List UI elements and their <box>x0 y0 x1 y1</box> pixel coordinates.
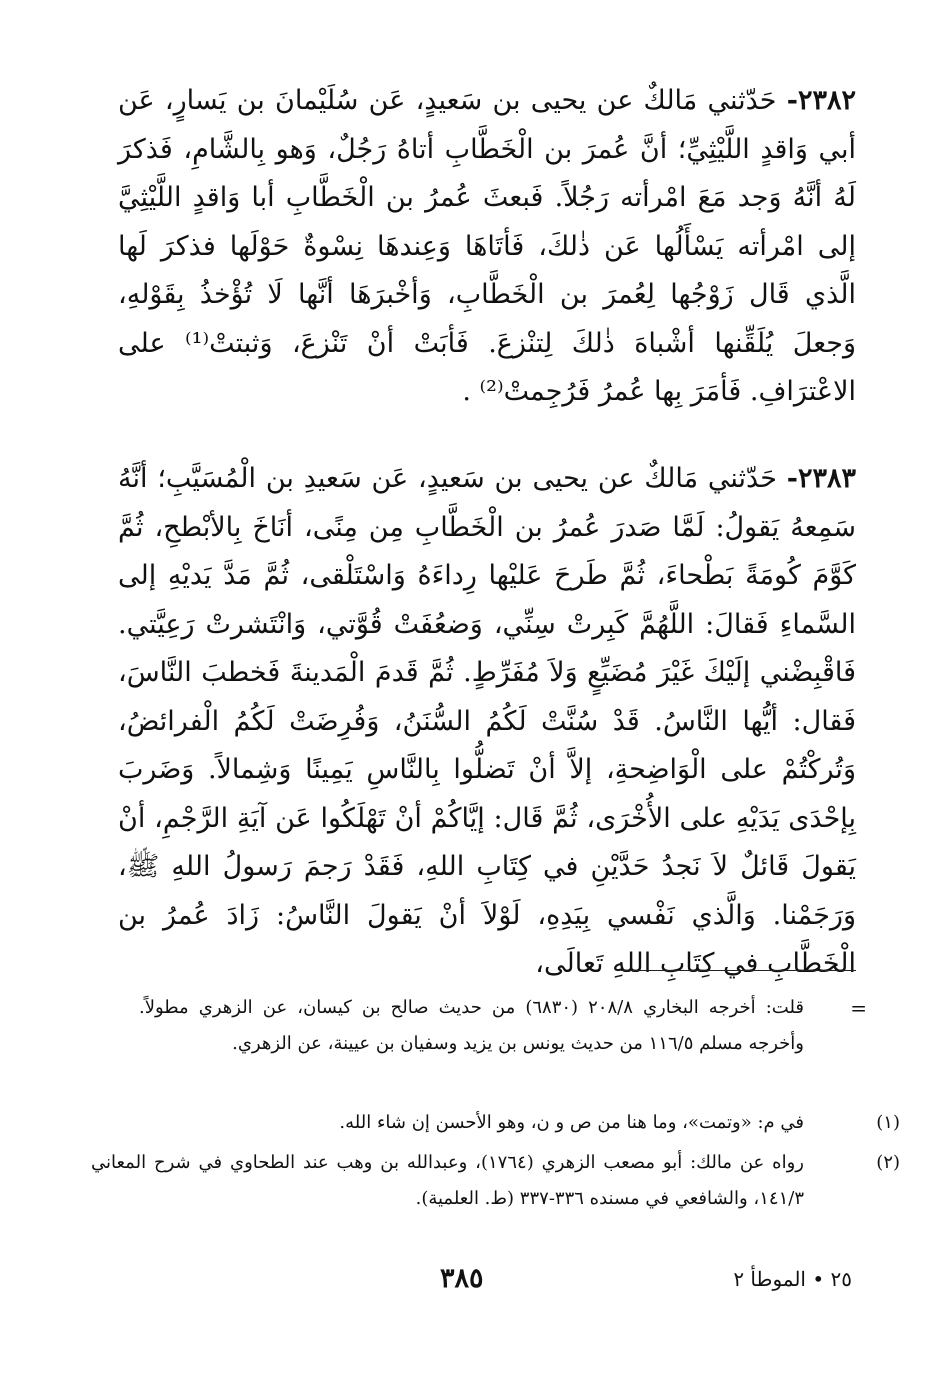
footnote-text: في م: «وتمت»، وما هنا من ص و ن، وهو الأحسن إن شاء الله. <box>339 1112 804 1133</box>
footnote-1 <box>91 1105 900 1141</box>
hadith-text: حَدّثني مَالكٌ عن يحيى بن سَعيدٍ، عَن سَعيدِ بن الْمُسَيَّبِ؛ أنَّهُ سَمِعهُ يَقولُ: لَمَّا صَدرَ عُمرُ بن الْخَطَّابِ مِن مِنًى، أنَاخَ بِالأبْطحِ، ثُمَّ كَوَّمَ كُومَةً بَطْحاءَ، ثُمَّ طَرحَ عَليْها رِداءَهُ وَاسْتَلْقى، ثُمَّ مَدَّ يَديْهِ إلى السَّماءِ فَقالَ: اللَّهُمَّ كَبِرتْ سِنِّي، وَضعُفَتْ قُوَّتي، وَانْتَشرتْ رَعِيَّتي. فَاقْبِضْني إلَيْكَ غَيْرَ مُضَيِّعٍ وَلاَ مُفَرِّطٍ. ثُمَّ قَدمَ الْمَدينةَ فَخطبَ النَّاسَ، فَقال: أيُّها النَّاسُ. قَدْ سُنَّتْ لَكُمُ السُّنَنُ، وَفُرِضَتْ لَكُمُ الْفرائضُ، وَتُركْتُمْ على الْوَاضِحةِ، إلاَّ أنْ تَضلُّوا بِالنَّاسِ يَمِينًا وَشِمالاً. وَضَربَ بِإحْدَى يَدَيْهِ على الأُخْرَى، ثُمَّ قَال: إيَّاكُمْ أنْ تَهْلَكُوا عَن آيَةِ الرَّجْمِ، أنْ يَقولَ قَائلٌ لاَ نَجدُ حَدَّيْنِ في كِتَابِ اللهِ، فَقَدْ رَجمَ رَسولُ اللهِ ﷺ، وَرَجَمْنا. وَالَّذي نَفْسي بِيَدِهِ، لَوْلاَ أنْ يَقولَ النَّاسُ: زَادَ عُمرُ بن الْخَطَّابِ في كِتَابِ اللهِ تَعالَى، <box>118 463 856 979</box>
hadith-number: ٢٣٨٢- <box>786 85 856 116</box>
footnote-marker: (٢) <box>876 1152 901 1173</box>
hadith-text: حَدّثني مَالكٌ عن يحيى بن سَعيدٍ، عَن سُلَيْمانَ بن يَسارٍ، عَن أبي وَاقدٍ اللَّيْثِيِّ؛ أنَّ عُمرَ بن الْخَطَّابِ أتاهُ رَجُلٌ، وَهو بِالشَّامِ، فَذكرَ لَهُ أنَّهُ وَجد مَعَ امْرأته رَجُلاً. فَبعثَ عُمرُ بن الْخَطَّابِ أبا وَاقدٍ اللَّيْثِيَّ إلى امْرأته يَسْأَلُها عَن ذٰلكَ، فَأتَاهَا وَعِندهَا نِسْوةٌ حَوْلَها فذكرَ لَها الَّذي قَال زَوْجُها لِعُمرَ بن الْخَطَّابِ، وَأخْبرَهَا أنَّها لَا تُؤْخذُ بِقَوْلهِ، وَجعلَ يُلَقِّنها أشْباهَ ذٰلكَ لِتنْزعَ. فَأبَتْ أنْ تَنْزعَ، وَثبتتْ⁽¹⁾ على الاعْترَافِ. فَأمَرَ بِها عُمرُ فَرُجِمتْ⁽²⁾ . <box>118 85 856 407</box>
footnote-2 <box>91 1145 901 1217</box>
footnote-divider <box>621 970 856 971</box>
footnote-marker: (١) <box>876 1112 900 1133</box>
running-title: ٢٥ • الموطأ ٢ <box>733 1267 852 1291</box>
footnote-text: رواه عن مالك: أبو مصعب الزهري (١٧٦٤)، وعبدالله بن وهب عند الطحاوي في شرح المعاني ١٤١/٣، والشافعي في مسنده ٣٣٦-٣٣٧ (ط. العلمية). <box>91 1152 805 1209</box>
footnote-continuation-mark: = <box>850 996 867 1020</box>
hadith-2382 <box>118 77 856 417</box>
hadith-number: ٢٣٨٣- <box>786 463 856 494</box>
hadith-2383 <box>118 455 856 989</box>
page-number: ٣٨٥ <box>440 1263 484 1294</box>
footnote-continuation: قلت: أخرجه البخاري ٢٠٨/٨ (٦٨٣٠) من حديث صالح بن كيسان، عن الزهري مطولاً. وأخرجه مسلم ١١٦/٥ من حديث يونس بن يزيد وسفيان بن عيينة، عن الزهري. <box>139 997 805 1054</box>
